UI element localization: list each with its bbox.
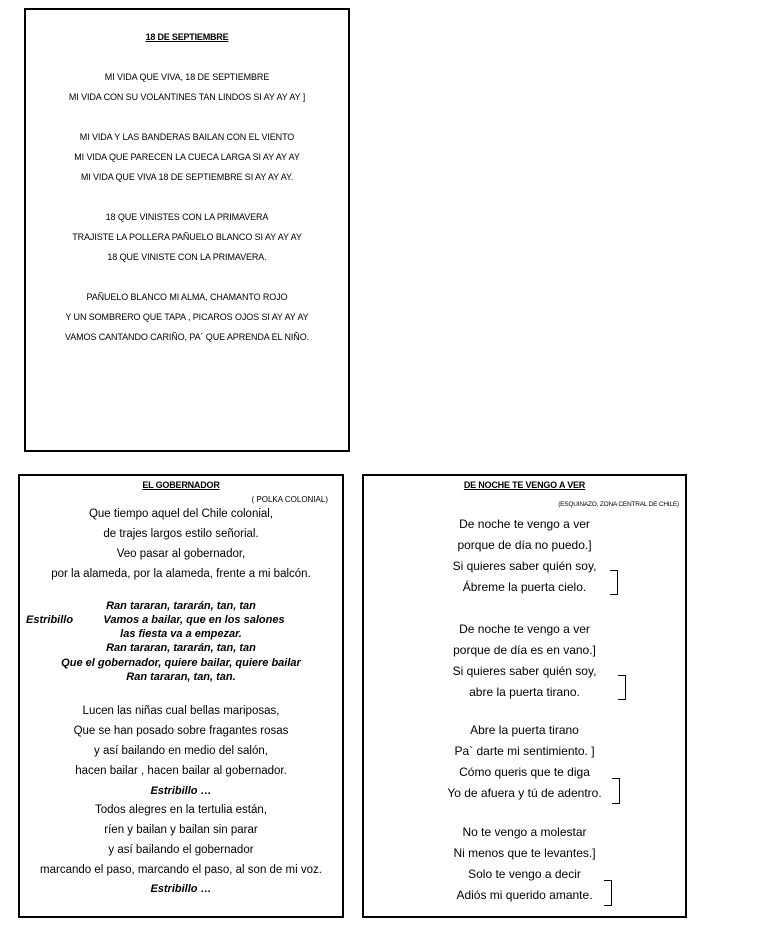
- lyric-line: Si quieres saber quién soy,: [452, 559, 597, 573]
- lyric-line: 18 QUE VINISTE CON LA PRIMAVERA.: [107, 252, 267, 262]
- lyric-line: marcando el paso, marcando el paso, al son de mi voz.: [40, 864, 322, 876]
- lyric-line: De noche te vengo a ver: [459, 622, 590, 636]
- lyric-line: Veo pasar al gobernador,: [116, 548, 246, 560]
- song-title: EL GOBERNADOR: [142, 480, 220, 490]
- estribillo-label: Estribillo: [26, 614, 74, 626]
- lyric-line: porque de día es en vano.]: [453, 643, 596, 657]
- lyric-line: Si quieres saber quién soy,: [452, 664, 597, 678]
- repeat-bracket: [610, 570, 618, 595]
- lyric-line: MI VIDA CON SU VOLANTINES TAN LINDOS SI AY AY AY ]: [68, 92, 306, 102]
- song-card-18-de-septiembre: [24, 8, 350, 452]
- lyric-line: abre la puerta tirano.: [469, 685, 580, 699]
- lyric-line: 18 QUE VINISTES CON LA PRIMAVERA: [105, 212, 269, 222]
- lyric-line: porque de día no puedo.]: [457, 538, 592, 552]
- lyric-line: MI VIDA QUE VIVA, 18 DE SEPTIEMBRE: [104, 72, 270, 82]
- song-subtitle: (ESQUINAZO, ZONA CENTRAL DE CHILE): [558, 501, 679, 508]
- lyric-line: De noche te vengo a ver: [459, 517, 590, 531]
- lyric-line: VAMOS CANTANDO CARIÑO, PA´ QUE APRENDA EL NIÑO.: [64, 332, 309, 342]
- lyric-line: Solo te vengo a decir: [468, 867, 581, 881]
- chorus-line: Ran tararan, tararán, tan, tan: [106, 600, 256, 612]
- lyric-line: TRAJISTE LA POLLERA PAÑUELO BLANCO SI AY AY AY: [72, 232, 302, 242]
- lyric-line: Ábreme la puerta cielo.: [462, 580, 587, 594]
- lyric-line: Abre la puerta tirano: [470, 723, 579, 737]
- lyric-line: Pa` darte mi sentimiento. ]: [454, 744, 595, 758]
- lyric-line: No te vengo a molestar: [462, 825, 587, 839]
- estribillo-repeat: Estribillo …: [150, 785, 212, 797]
- song-title: 18 DE SEPTIEMBRE: [145, 32, 229, 42]
- lyric-line: MI VIDA QUE VIVA 18 DE SEPTIEMBRE SI AY AY AY.: [80, 172, 294, 182]
- lyric-line: Que tiempo aquel del Chile colonial,: [88, 508, 274, 520]
- lyric-line: MI VIDA Y LAS BANDERAS BAILAN CON EL VIENTO: [79, 132, 295, 142]
- lyric-line: PAÑUELO BLANCO MI ALMA, CHAMANTO ROJO: [86, 292, 288, 302]
- repeat-bracket: [618, 675, 626, 700]
- repeat-bracket: [604, 880, 612, 906]
- song-card-de-noche-te-vengo-a-ver: [362, 474, 687, 918]
- lyric-line: Todos alegres en la tertulia están,: [95, 804, 267, 816]
- lyric-line: Yo de afuera y tú de adentro.: [447, 786, 602, 800]
- chorus-line: Que el gobernador, quiere bailar, quiere bailar: [61, 657, 301, 669]
- song-title: DE NOCHE TE VENGO A VER: [463, 480, 586, 490]
- song-card-el-gobernador: [18, 474, 344, 918]
- lyric-line: hacen bailar , hacen bailar al gobernador.: [75, 765, 287, 777]
- lyric-line: por la alameda, por la alameda, frente a mi balcón.: [51, 568, 311, 580]
- lyric-line: Cómo queris que te diga: [459, 765, 590, 779]
- lyric-line: Que se han posado sobre fragantes rosas: [73, 725, 289, 737]
- chorus-line: Ran tararan, tan, tan.: [126, 671, 236, 683]
- lyric-line: y así bailando el gobernador: [108, 844, 254, 856]
- estribillo-repeat: Estribillo …: [150, 883, 212, 895]
- lyric-line: MI VIDA QUE PARECEN LA CUECA LARGA SI AY AY AY: [74, 152, 300, 162]
- repeat-bracket: [612, 778, 620, 804]
- chorus-line: Ran tararan, tararán, tan, tan: [106, 642, 256, 654]
- chorus-line: las fiesta va a empezar.: [120, 628, 242, 640]
- lyric-line: Adiós mi querido amante.: [456, 888, 593, 902]
- lyric-line: y así bailando en medio del salón,: [94, 745, 268, 757]
- lyric-line: ríen y bailan y bailan sin parar: [104, 824, 258, 836]
- chorus-line: Vamos a bailar, que en los salones: [103, 614, 285, 626]
- song-subtitle: ( POLKA COLONIAL): [251, 495, 328, 504]
- lyric-line: Ni menos que te levantes.]: [453, 846, 596, 860]
- lyric-line: Lucen las niñas cual bellas mariposas,: [82, 705, 280, 717]
- lyric-line: de trajes largos estilo señorial.: [103, 528, 259, 540]
- lyric-line: Y UN SOMBRERO QUE TAPA , PICAROS OJOS SI AY AY AY: [65, 312, 309, 322]
